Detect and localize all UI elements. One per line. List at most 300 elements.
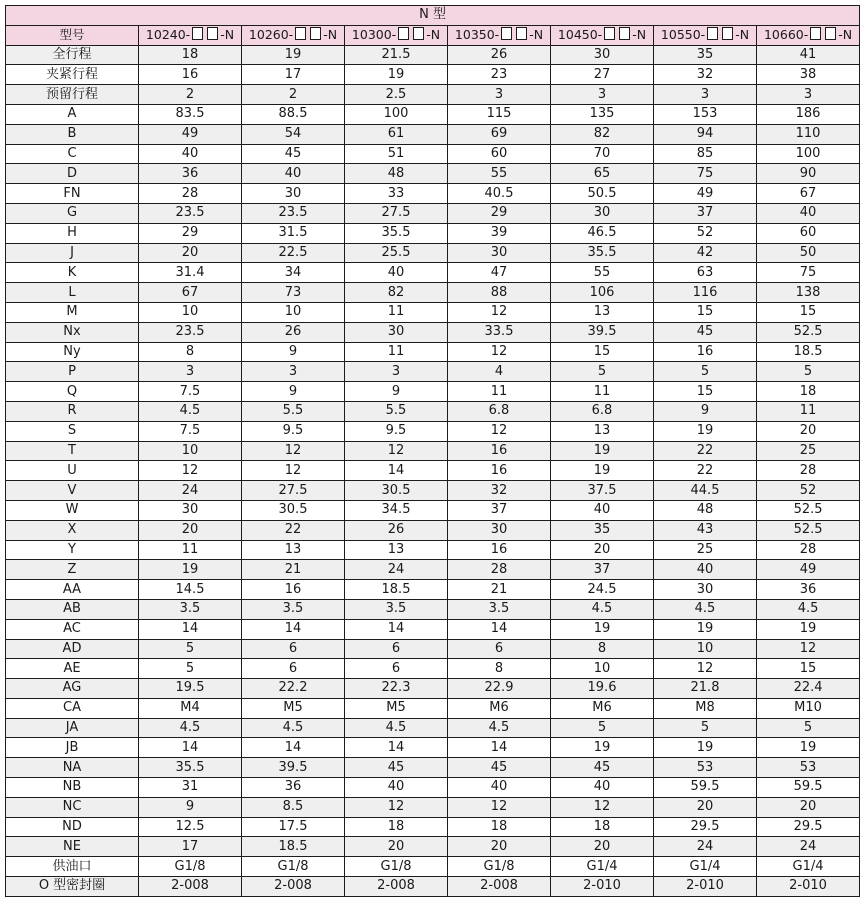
table-cell: 16 xyxy=(242,580,345,600)
table-cell: 3 xyxy=(654,85,757,105)
table-cell: 2-008 xyxy=(345,877,448,897)
table-cell: 12 xyxy=(345,441,448,461)
table-cell: 55 xyxy=(551,263,654,283)
table-cell: 70 xyxy=(551,144,654,164)
table-cell: 19 xyxy=(139,560,242,580)
table-cell: 106 xyxy=(551,283,654,303)
table-cell: 69 xyxy=(448,124,551,144)
table-cell: 14 xyxy=(139,619,242,639)
table-cell: 45 xyxy=(551,758,654,778)
table-cell: 25 xyxy=(654,540,757,560)
table-cell: 30 xyxy=(654,580,757,600)
model-code-suffix: -N xyxy=(632,27,647,43)
table-cell: 16 xyxy=(448,461,551,481)
table-cell: 19.5 xyxy=(139,679,242,699)
table-cell: 90 xyxy=(757,164,860,184)
table-cell: 32 xyxy=(654,65,757,85)
table-cell: 18 xyxy=(345,817,448,837)
table-cell: 37 xyxy=(551,560,654,580)
row-label: JB xyxy=(6,738,139,758)
table-cell: 5 xyxy=(139,639,242,659)
table-header-row xyxy=(6,25,860,45)
table-cell: 3 xyxy=(139,362,242,382)
table-cell: 10 xyxy=(654,639,757,659)
table-cell: M6 xyxy=(448,698,551,718)
table-cell: 60 xyxy=(757,223,860,243)
table-cell: 61 xyxy=(345,124,448,144)
placeholder-box-icon xyxy=(516,27,527,40)
table-cell: 19 xyxy=(654,421,757,441)
table-cell: 2-008 xyxy=(448,877,551,897)
table-cell: 116 xyxy=(654,283,757,303)
row-label: AG xyxy=(6,679,139,699)
table-row xyxy=(6,223,860,243)
table-cell: 67 xyxy=(757,184,860,204)
table-cell: 4.5 xyxy=(654,599,757,619)
table-cell: 39 xyxy=(448,223,551,243)
row-label: V xyxy=(6,481,139,501)
table-row xyxy=(6,639,860,659)
table-cell: 10 xyxy=(139,302,242,322)
table-cell: 19 xyxy=(242,45,345,65)
table-cell: 12 xyxy=(139,461,242,481)
table-cell: 3 xyxy=(757,85,860,105)
table-cell: 12 xyxy=(448,421,551,441)
table-cell: 14 xyxy=(345,461,448,481)
table-cell: 34 xyxy=(242,263,345,283)
table-cell: 40 xyxy=(654,560,757,580)
table-cell: 135 xyxy=(551,104,654,124)
table-cell: 18.5 xyxy=(757,342,860,362)
row-label: AE xyxy=(6,659,139,679)
table-cell: 43 xyxy=(654,520,757,540)
table-row xyxy=(6,342,860,362)
table-cell: G1/8 xyxy=(448,857,551,877)
model-header-cell xyxy=(551,25,654,45)
table-cell: 19 xyxy=(551,619,654,639)
table-cell: 47 xyxy=(448,263,551,283)
table-row xyxy=(6,164,860,184)
table-row xyxy=(6,540,860,560)
table-cell: 5 xyxy=(757,362,860,382)
table-cell: 36 xyxy=(139,164,242,184)
table-cell: G1/4 xyxy=(551,857,654,877)
table-cell: 63 xyxy=(654,263,757,283)
model-code-suffix: -N xyxy=(323,27,338,43)
table-cell: 14 xyxy=(345,738,448,758)
table-row xyxy=(6,619,860,639)
table-cell: 11 xyxy=(345,302,448,322)
table-cell: 54 xyxy=(242,124,345,144)
table-row xyxy=(6,382,860,402)
table-cell: 16 xyxy=(448,540,551,560)
model-code-prefix: 10450- xyxy=(557,27,603,43)
table-cell: 51 xyxy=(345,144,448,164)
table-cell: 4.5 xyxy=(242,718,345,738)
table-cell: 5.5 xyxy=(242,401,345,421)
table-cell: 12 xyxy=(448,797,551,817)
table-cell: 110 xyxy=(757,124,860,144)
table-cell: 8.5 xyxy=(242,797,345,817)
table-cell: 4.5 xyxy=(757,599,860,619)
table-cell: 46.5 xyxy=(551,223,654,243)
table-cell: 6.8 xyxy=(551,401,654,421)
table-cell: 10 xyxy=(139,441,242,461)
table-cell: 40 xyxy=(242,164,345,184)
row-label: C xyxy=(6,144,139,164)
table-cell: 45 xyxy=(345,758,448,778)
table-cell: 5 xyxy=(551,362,654,382)
table-cell: 18 xyxy=(448,817,551,837)
table-cell: 48 xyxy=(654,500,757,520)
row-label: JA xyxy=(6,718,139,738)
model-header-cell xyxy=(139,25,242,45)
table-row xyxy=(6,144,860,164)
table-cell: 3.5 xyxy=(139,599,242,619)
row-label: D xyxy=(6,164,139,184)
table-cell: 5.5 xyxy=(345,401,448,421)
table-cell: 36 xyxy=(757,580,860,600)
table-cell: 59.5 xyxy=(757,778,860,798)
table-cell: 2-010 xyxy=(757,877,860,897)
table-row xyxy=(6,580,860,600)
row-label: A xyxy=(6,104,139,124)
table-cell: 12.5 xyxy=(139,817,242,837)
table-cell: G1/8 xyxy=(345,857,448,877)
table-cell: 82 xyxy=(551,124,654,144)
row-label: AD xyxy=(6,639,139,659)
table-cell: 52 xyxy=(654,223,757,243)
table-cell: 2-010 xyxy=(551,877,654,897)
table-cell: 24 xyxy=(345,560,448,580)
table-cell: 19 xyxy=(654,738,757,758)
table-cell: 40 xyxy=(345,778,448,798)
table-cell: 15 xyxy=(654,382,757,402)
row-label: CA xyxy=(6,698,139,718)
table-cell: 3 xyxy=(551,85,654,105)
table-cell: 5 xyxy=(757,718,860,738)
table-row xyxy=(6,461,860,481)
table-cell: 30 xyxy=(551,45,654,65)
table-cell: 6 xyxy=(242,639,345,659)
table-cell: 2.5 xyxy=(345,85,448,105)
table-row xyxy=(6,698,860,718)
table-cell: 83.5 xyxy=(139,104,242,124)
table-cell: 16 xyxy=(139,65,242,85)
row-label: S xyxy=(6,421,139,441)
spec-table-body xyxy=(6,6,860,897)
table-cell: 37.5 xyxy=(551,481,654,501)
table-cell: 8 xyxy=(448,659,551,679)
table-cell: 5 xyxy=(551,718,654,738)
table-cell: 23 xyxy=(448,65,551,85)
table-row xyxy=(6,401,860,421)
table-row xyxy=(6,85,860,105)
row-label: O 型密封圈 xyxy=(6,877,139,897)
table-row xyxy=(6,718,860,738)
row-label: 预留行程 xyxy=(6,85,139,105)
table-cell: 5 xyxy=(139,659,242,679)
table-cell: 24 xyxy=(139,481,242,501)
table-cell: 26 xyxy=(345,520,448,540)
row-label: ND xyxy=(6,817,139,837)
table-cell: 4 xyxy=(448,362,551,382)
table-cell: 3.5 xyxy=(345,599,448,619)
placeholder-box-icon xyxy=(295,27,306,40)
table-cell: 10 xyxy=(242,302,345,322)
table-cell: 40 xyxy=(757,203,860,223)
table-cell: 29.5 xyxy=(654,817,757,837)
table-cell: 35 xyxy=(551,520,654,540)
row-label: Nx xyxy=(6,322,139,342)
model-code-prefix: 10350- xyxy=(454,27,500,43)
table-cell: 27.5 xyxy=(345,203,448,223)
table-cell: 60 xyxy=(448,144,551,164)
table-cell: 4.5 xyxy=(139,718,242,738)
table-cell: 21 xyxy=(448,580,551,600)
table-cell: 31 xyxy=(139,778,242,798)
table-cell: 40.5 xyxy=(448,184,551,204)
table-cell: 12 xyxy=(242,441,345,461)
table-cell: 4.5 xyxy=(139,401,242,421)
table-cell: 6 xyxy=(345,659,448,679)
model-code-suffix: -N xyxy=(220,27,235,43)
table-cell: 35 xyxy=(654,45,757,65)
table-cell: 39.5 xyxy=(242,758,345,778)
placeholder-box-icon xyxy=(207,27,218,40)
table-cell: 19 xyxy=(551,461,654,481)
table-cell: 9.5 xyxy=(242,421,345,441)
table-cell: 23.5 xyxy=(242,203,345,223)
table-cell: 31.5 xyxy=(242,223,345,243)
table-cell: 9 xyxy=(242,342,345,362)
table-cell: 65 xyxy=(551,164,654,184)
table-cell: 45 xyxy=(242,144,345,164)
row-label: 全行程 xyxy=(6,45,139,65)
placeholder-box-icon xyxy=(398,27,409,40)
row-label: NE xyxy=(6,837,139,857)
table-cell: 42 xyxy=(654,243,757,263)
model-header-label: 型号 xyxy=(6,25,139,45)
table-cell: 15 xyxy=(551,342,654,362)
table-title: N 型 xyxy=(6,6,860,26)
table-row xyxy=(6,857,860,877)
table-cell: 49 xyxy=(757,560,860,580)
table-cell: 24.5 xyxy=(551,580,654,600)
model-code-prefix: 10300- xyxy=(351,27,397,43)
table-cell: 52 xyxy=(757,481,860,501)
row-label: G xyxy=(6,203,139,223)
table-cell: 40 xyxy=(345,263,448,283)
row-label: AB xyxy=(6,599,139,619)
table-cell: 11 xyxy=(448,382,551,402)
table-cell: 20 xyxy=(654,797,757,817)
table-cell: 15 xyxy=(757,659,860,679)
table-row xyxy=(6,481,860,501)
table-cell: 32 xyxy=(448,481,551,501)
table-row xyxy=(6,65,860,85)
placeholder-box-icon xyxy=(310,27,321,40)
table-cell: 50.5 xyxy=(551,184,654,204)
table-cell: 19 xyxy=(757,738,860,758)
table-row xyxy=(6,560,860,580)
table-cell: 2-010 xyxy=(654,877,757,897)
table-cell: M4 xyxy=(139,698,242,718)
table-cell: 17.5 xyxy=(242,817,345,837)
table-cell: 22.4 xyxy=(757,679,860,699)
table-cell: 21 xyxy=(242,560,345,580)
table-cell: 16 xyxy=(654,342,757,362)
table-row xyxy=(6,421,860,441)
table-cell: M5 xyxy=(345,698,448,718)
table-cell: 12 xyxy=(757,639,860,659)
table-cell: 88 xyxy=(448,283,551,303)
table-cell: G1/8 xyxy=(139,857,242,877)
placeholder-box-icon xyxy=(501,27,512,40)
table-cell: 115 xyxy=(448,104,551,124)
table-cell: 22 xyxy=(242,520,345,540)
table-cell: 186 xyxy=(757,104,860,124)
table-cell: 67 xyxy=(139,283,242,303)
table-cell: 9 xyxy=(139,797,242,817)
table-cell: 40 xyxy=(448,778,551,798)
table-cell: 3 xyxy=(448,85,551,105)
table-cell: 55 xyxy=(448,164,551,184)
placeholder-box-icon xyxy=(619,27,630,40)
table-row xyxy=(6,184,860,204)
table-cell: 11 xyxy=(139,540,242,560)
table-cell: 14 xyxy=(242,619,345,639)
table-row xyxy=(6,520,860,540)
model-code-suffix: -N xyxy=(735,27,750,43)
table-cell: 19 xyxy=(757,619,860,639)
table-cell: 18.5 xyxy=(242,837,345,857)
spec-table xyxy=(5,5,860,897)
row-label: 夹紧行程 xyxy=(6,65,139,85)
table-cell: 14.5 xyxy=(139,580,242,600)
model-code-prefix: 10260- xyxy=(248,27,294,43)
table-cell: 20 xyxy=(139,520,242,540)
table-cell: 85 xyxy=(654,144,757,164)
table-cell: 12 xyxy=(448,342,551,362)
row-label: U xyxy=(6,461,139,481)
table-cell: 36 xyxy=(242,778,345,798)
table-cell: 48 xyxy=(345,164,448,184)
table-cell: 40 xyxy=(551,500,654,520)
table-cell: 15 xyxy=(757,302,860,322)
table-cell: 9 xyxy=(242,382,345,402)
model-code-suffix: -N xyxy=(838,27,853,43)
table-row xyxy=(6,758,860,778)
row-label: 供油口 xyxy=(6,857,139,877)
table-cell: 4.5 xyxy=(551,599,654,619)
placeholder-box-icon xyxy=(413,27,424,40)
table-cell: 31.4 xyxy=(139,263,242,283)
table-cell: 20 xyxy=(757,797,860,817)
table-cell: 26 xyxy=(448,45,551,65)
table-cell: 3 xyxy=(242,362,345,382)
placeholder-box-icon xyxy=(825,27,836,40)
table-cell: 153 xyxy=(654,104,757,124)
table-cell: 6 xyxy=(242,659,345,679)
table-cell: 100 xyxy=(345,104,448,124)
placeholder-box-icon xyxy=(810,27,821,40)
table-cell: 41 xyxy=(757,45,860,65)
row-label: Q xyxy=(6,382,139,402)
row-label: T xyxy=(6,441,139,461)
table-cell: 18 xyxy=(757,382,860,402)
table-cell: 33 xyxy=(345,184,448,204)
table-cell: 8 xyxy=(551,639,654,659)
table-cell: 52.5 xyxy=(757,322,860,342)
model-code-prefix: 10240- xyxy=(145,27,191,43)
table-cell: 8 xyxy=(139,342,242,362)
model-header-cell xyxy=(242,25,345,45)
table-cell: 17 xyxy=(242,65,345,85)
table-cell: 52.5 xyxy=(757,500,860,520)
table-cell: 49 xyxy=(139,124,242,144)
row-label: NC xyxy=(6,797,139,817)
table-cell: 14 xyxy=(139,738,242,758)
table-cell: 34.5 xyxy=(345,500,448,520)
placeholder-box-icon xyxy=(722,27,733,40)
table-cell: 18 xyxy=(551,817,654,837)
table-cell: 16 xyxy=(448,441,551,461)
table-cell: 22 xyxy=(654,441,757,461)
table-cell: 3.5 xyxy=(448,599,551,619)
table-cell: 29.5 xyxy=(757,817,860,837)
row-label: NA xyxy=(6,758,139,778)
table-row xyxy=(6,203,860,223)
table-cell: 40 xyxy=(139,144,242,164)
table-cell: 19 xyxy=(551,738,654,758)
table-cell: 50 xyxy=(757,243,860,263)
table-title-row xyxy=(6,6,860,26)
table-cell: 4.5 xyxy=(345,718,448,738)
table-cell: M8 xyxy=(654,698,757,718)
table-row xyxy=(6,45,860,65)
table-cell: G1/4 xyxy=(654,857,757,877)
table-cell: 53 xyxy=(654,758,757,778)
table-cell: 30 xyxy=(551,203,654,223)
table-cell: 20 xyxy=(551,540,654,560)
table-cell: 30.5 xyxy=(345,481,448,501)
row-label: NB xyxy=(6,778,139,798)
model-code-suffix: -N xyxy=(426,27,441,43)
table-cell: 20 xyxy=(448,837,551,857)
table-cell: 28 xyxy=(757,540,860,560)
row-label: R xyxy=(6,401,139,421)
table-cell: 29 xyxy=(448,203,551,223)
table-row xyxy=(6,817,860,837)
table-cell: 37 xyxy=(654,203,757,223)
model-header-cell xyxy=(345,25,448,45)
table-row xyxy=(6,302,860,322)
model-code-prefix: 10660- xyxy=(763,27,809,43)
model-code-prefix: 10550- xyxy=(660,27,706,43)
table-cell: 10 xyxy=(551,659,654,679)
table-cell: 18 xyxy=(139,45,242,65)
table-cell: 14 xyxy=(242,738,345,758)
table-row xyxy=(6,263,860,283)
table-cell: 5 xyxy=(654,718,757,738)
table-cell: 30.5 xyxy=(242,500,345,520)
table-row xyxy=(6,679,860,699)
row-label: X xyxy=(6,520,139,540)
table-cell: 14 xyxy=(448,738,551,758)
placeholder-box-icon xyxy=(707,27,718,40)
table-cell: 4.5 xyxy=(448,718,551,738)
